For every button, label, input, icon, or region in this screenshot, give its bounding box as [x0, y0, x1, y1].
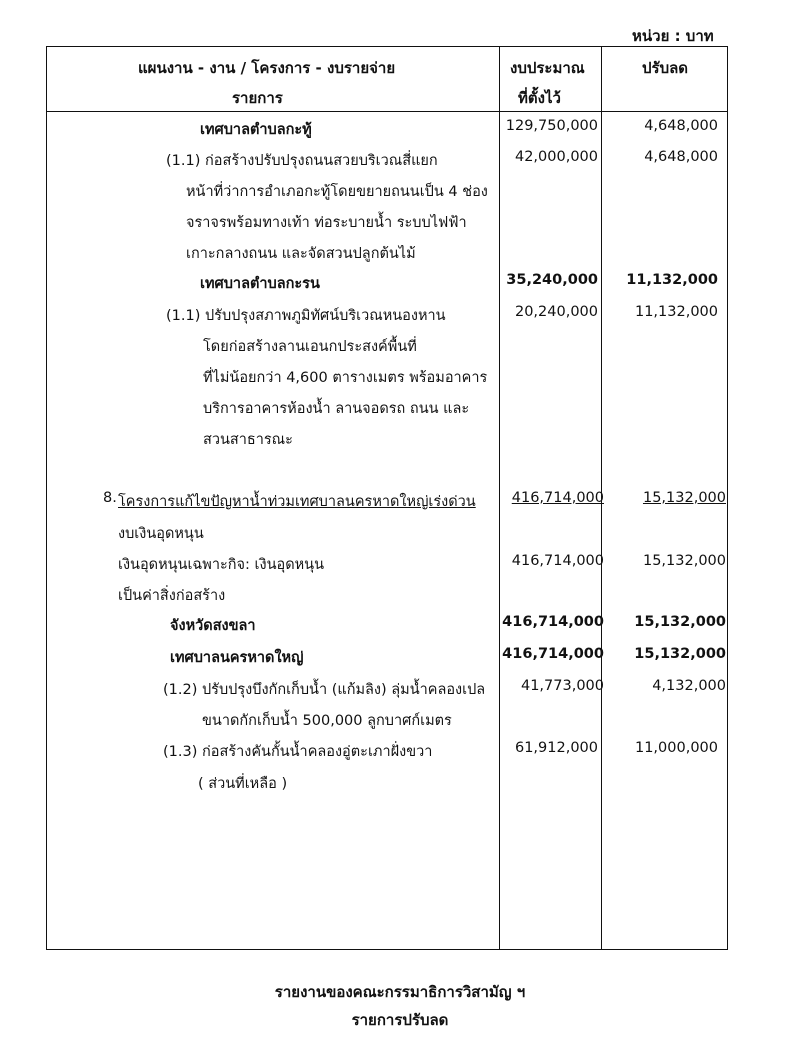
- row-budget: 416,714,000: [511, 490, 604, 506]
- row-cut: 11,132,000: [626, 272, 718, 288]
- unit-label: หน่วย : บาท: [632, 27, 714, 45]
- row-text-continuation: จราจรพร้อมทางเท้า ท่อระบายน้ำ ระบบไฟฟ้า: [186, 215, 467, 231]
- row-cut: 4,648,000: [644, 118, 718, 134]
- project-number: 8.: [103, 490, 117, 506]
- column-divider-budget: [499, 47, 500, 949]
- row-text: (1.2) ปรับปรุงบึงกักเก็บน้ำ (แก้มลิง) ลุ่มน้ำคลองเปล: [163, 682, 486, 698]
- row-text-continuation: เกาะกลางถนน และจัดสวนปลูกต้นไม้: [186, 246, 416, 262]
- row-text-continuation: บริการอาคารห้องน้ำ ลานจอดรถ ถนน และ: [203, 401, 470, 417]
- row-budget: 35,240,000: [506, 272, 598, 288]
- row-text: เงินอุดหนุนเฉพาะกิจ: เงินอุดหนุน: [118, 557, 325, 573]
- row-budget: 41,773,000: [520, 678, 604, 694]
- footer-title: รายงานของคณะกรรมาธิการวิสามัญ ฯ: [274, 983, 526, 1001]
- row-cut: 11,000,000: [634, 740, 718, 756]
- row-text-continuation: โดยก่อสร้างลานเอนกประสงค์พื้นที่: [203, 339, 417, 355]
- header-divider: [47, 111, 727, 112]
- row-text-continuation: ขนาดกักเก็บน้ำ 500,000 ลูกบาศก์เมตร: [202, 713, 452, 729]
- project-title: โครงการแก้ไขปัญหาน้ำท่วมเทศบาลนครหาดใหญ่เร่งด่วน: [118, 494, 476, 510]
- row-budget: 61,912,000: [514, 740, 598, 756]
- header-col1-line2: รายการ: [232, 89, 283, 107]
- row-text-continuation: ( ส่วนที่เหลือ ): [198, 776, 288, 792]
- row-text-continuation: เป็นค่าสิ่งก่อสร้าง: [118, 588, 226, 604]
- row-text: จังหวัดสงขลา: [170, 618, 256, 634]
- row-text: (1.1) ก่อสร้างปรับปรุงถนนสวยบริเวณสี่แยก: [166, 153, 438, 169]
- header-col1-line1: แผนงาน - งาน / โครงการ - งบรายจ่าย: [138, 59, 396, 77]
- footer-subtitle: รายการปรับลด: [351, 1011, 449, 1029]
- row-cut: 15,132,000: [642, 490, 726, 506]
- row-cut: 15,132,000: [642, 553, 726, 569]
- row-text: เทศบาลตำบลกะรน: [200, 276, 320, 292]
- row-cut: 4,648,000: [644, 149, 718, 165]
- row-text: งบเงินอุดหนุน: [118, 526, 204, 542]
- row-budget: 416,714,000: [502, 646, 604, 662]
- row-text: (1.3) ก่อสร้างคันกั้นน้ำคลองอู่ตะเภาฝั่งขวา: [163, 744, 433, 760]
- row-cut: 15,132,000: [634, 646, 726, 662]
- row-text-continuation: ที่ไม่น้อยกว่า 4,600 ตารางเมตร พร้อมอาคาร: [203, 370, 488, 386]
- row-text: เทศบาลนครหาดใหญ่: [170, 650, 304, 666]
- row-budget: 20,240,000: [514, 304, 598, 320]
- row-budget: 129,750,000: [505, 118, 598, 134]
- header-col3: ปรับลด: [642, 59, 689, 77]
- row-text-continuation: หน้าที่ว่าการอำเภอกะทู้โดยขยายถนนเป็น 4 ช่อง: [186, 184, 488, 200]
- row-text-continuation: สวนสาธารณะ: [203, 432, 293, 448]
- header-col2-line2: ที่ตั้งไว้: [518, 89, 561, 107]
- row-budget: 416,714,000: [511, 553, 604, 569]
- header-col2-line1: งบประมาณ: [510, 59, 585, 77]
- row-budget: 42,000,000: [514, 149, 598, 165]
- row-cut: 11,132,000: [634, 304, 718, 320]
- row-text: เทศบาลตำบลกะทู้: [200, 122, 312, 138]
- row-cut: 4,132,000: [652, 678, 726, 694]
- row-budget: 416,714,000: [502, 614, 604, 630]
- row-text: (1.1) ปรับปรุงสภาพภูมิทัศน์บริเวณหนองหาน: [166, 308, 446, 324]
- row-cut: 15,132,000: [634, 614, 726, 630]
